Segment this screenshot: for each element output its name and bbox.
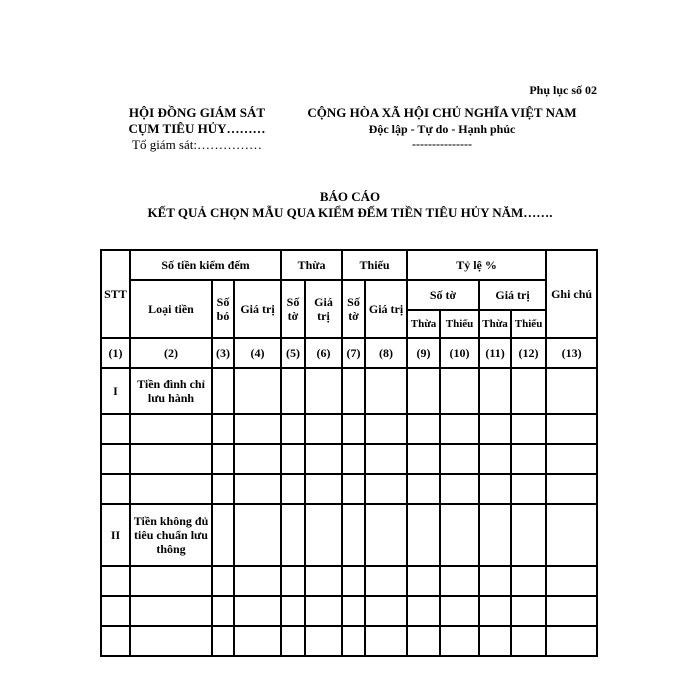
shortage-value-header: Giá trị bbox=[365, 280, 407, 338]
table-cell[interactable] bbox=[281, 368, 305, 414]
table-cell[interactable] bbox=[281, 504, 305, 566]
team-name: Tổ giám sát:…………… bbox=[132, 137, 262, 152]
table-cell[interactable] bbox=[305, 596, 342, 626]
table-cell[interactable] bbox=[440, 504, 479, 566]
table-cell[interactable] bbox=[407, 596, 440, 626]
ratio-value-shortage-header: Thiếu bbox=[511, 310, 546, 338]
ratio-value-surplus-header: Thừa bbox=[479, 310, 511, 338]
col-number: (4) bbox=[234, 338, 281, 368]
table-cell[interactable] bbox=[479, 626, 511, 656]
table-cell[interactable] bbox=[546, 474, 597, 504]
section-number: II bbox=[101, 504, 130, 566]
bundles-header: Số bó bbox=[212, 280, 234, 338]
table-row bbox=[101, 504, 597, 566]
table-cell[interactable] bbox=[101, 626, 130, 656]
council-name: HỘI ĐỒNG GIÁM SÁT bbox=[128, 105, 266, 120]
table-cell[interactable] bbox=[365, 596, 407, 626]
report-table bbox=[100, 249, 598, 657]
table-cell[interactable] bbox=[365, 444, 407, 474]
section-number: I bbox=[101, 368, 130, 414]
table-cell[interactable] bbox=[440, 414, 479, 444]
ratio-value-header: Giá trị bbox=[479, 280, 546, 310]
table-cell[interactable] bbox=[234, 444, 281, 474]
table-cell[interactable] bbox=[440, 596, 479, 626]
table-cell[interactable] bbox=[546, 596, 597, 626]
table-cell[interactable] bbox=[342, 596, 365, 626]
table-cell[interactable] bbox=[281, 566, 305, 596]
shortage-header: Thiếu bbox=[342, 250, 407, 280]
col-number: (12) bbox=[511, 338, 546, 368]
table-cell[interactable] bbox=[305, 444, 342, 474]
col-number: (8) bbox=[365, 338, 407, 368]
table-cell[interactable] bbox=[440, 368, 479, 414]
col-number: (9) bbox=[407, 338, 440, 368]
table-cell[interactable] bbox=[101, 596, 130, 626]
section-label: Tiền không đủ tiêu chuẩn lưu thông bbox=[130, 504, 212, 566]
table-cell[interactable] bbox=[101, 414, 130, 444]
table-cell[interactable] bbox=[440, 626, 479, 656]
table-cell[interactable] bbox=[281, 626, 305, 656]
shortage-notes-header: Số tờ bbox=[342, 280, 365, 338]
table-cell[interactable] bbox=[212, 626, 234, 656]
table-cell[interactable] bbox=[305, 368, 342, 414]
table-cell[interactable] bbox=[407, 414, 440, 444]
table-cell[interactable] bbox=[281, 596, 305, 626]
col-number: (1) bbox=[101, 338, 130, 368]
table-cell[interactable] bbox=[365, 566, 407, 596]
table-cell[interactable] bbox=[546, 414, 597, 444]
ratio-header: Tỷ lệ % bbox=[407, 250, 546, 280]
table-cell[interactable] bbox=[365, 474, 407, 504]
value-header: Giá trị bbox=[234, 280, 281, 338]
table-cell[interactable] bbox=[212, 566, 234, 596]
col-number: (13) bbox=[546, 338, 597, 368]
table-cell[interactable] bbox=[365, 626, 407, 656]
table-cell[interactable] bbox=[234, 626, 281, 656]
header-divider: --------------- bbox=[412, 137, 472, 151]
report-title-line2: KẾT QUẢ CHỌN MẪU QUA KIỂM ĐẾM TIỀN TIÊU HỦY NĂM……. bbox=[147, 205, 553, 220]
table-cell[interactable] bbox=[305, 504, 342, 566]
national-motto: Độc lập - Tự do - Hạnh phúc bbox=[368, 122, 516, 136]
table-cell[interactable] bbox=[440, 566, 479, 596]
col-number: (2) bbox=[130, 338, 212, 368]
table-cell[interactable] bbox=[407, 368, 440, 414]
table-cell[interactable] bbox=[130, 444, 212, 474]
table-cell[interactable] bbox=[546, 566, 597, 596]
table-cell[interactable] bbox=[479, 566, 511, 596]
note-header: Ghi chú bbox=[546, 250, 597, 338]
money-type-header: Loại tiền bbox=[130, 280, 212, 338]
surplus-value-header: Giá trị bbox=[305, 280, 342, 338]
table-cell[interactable] bbox=[342, 626, 365, 656]
table-cell[interactable] bbox=[407, 504, 440, 566]
table-cell[interactable] bbox=[342, 444, 365, 474]
table-cell[interactable] bbox=[101, 566, 130, 596]
cluster-name: CỤM TIÊU HỦY……… bbox=[128, 121, 266, 136]
table-cell[interactable] bbox=[281, 474, 305, 504]
table-cell[interactable] bbox=[305, 566, 342, 596]
table-cell[interactable] bbox=[511, 596, 546, 626]
table-cell[interactable] bbox=[546, 444, 597, 474]
table-cell[interactable] bbox=[130, 566, 212, 596]
table-row bbox=[101, 596, 597, 626]
appendix-label: Phụ lục số 02 bbox=[529, 83, 597, 97]
table-row bbox=[101, 368, 597, 414]
table-cell[interactable] bbox=[407, 474, 440, 504]
table-cell[interactable] bbox=[511, 626, 546, 656]
header-row-1 bbox=[101, 250, 597, 280]
table-cell[interactable] bbox=[130, 596, 212, 626]
table-cell[interactable] bbox=[234, 474, 281, 504]
col-number: (3) bbox=[212, 338, 234, 368]
col-number: (6) bbox=[305, 338, 342, 368]
ratio-notes-surplus-header: Thừa bbox=[407, 310, 440, 338]
table-cell[interactable] bbox=[305, 414, 342, 444]
table-cell[interactable] bbox=[234, 504, 281, 566]
col-number: (7) bbox=[342, 338, 365, 368]
table-cell[interactable] bbox=[546, 368, 597, 414]
table-cell[interactable] bbox=[234, 566, 281, 596]
table-cell[interactable] bbox=[234, 414, 281, 444]
table-cell[interactable] bbox=[101, 444, 130, 474]
table-cell[interactable] bbox=[342, 474, 365, 504]
table-cell[interactable] bbox=[511, 444, 546, 474]
table-cell[interactable] bbox=[479, 504, 511, 566]
table-cell[interactable] bbox=[440, 474, 479, 504]
table-cell[interactable] bbox=[130, 414, 212, 444]
table-cell[interactable] bbox=[407, 444, 440, 474]
table-row bbox=[101, 474, 597, 504]
table-row bbox=[101, 414, 597, 444]
table-cell[interactable] bbox=[305, 474, 342, 504]
table-cell[interactable] bbox=[546, 626, 597, 656]
col-number: (10) bbox=[440, 338, 479, 368]
table-row bbox=[101, 626, 597, 656]
table-cell[interactable] bbox=[479, 414, 511, 444]
table-cell[interactable] bbox=[212, 474, 234, 504]
table-cell[interactable] bbox=[407, 566, 440, 596]
table-cell[interactable] bbox=[281, 444, 305, 474]
table-cell[interactable] bbox=[511, 566, 546, 596]
stt-header: STT bbox=[101, 250, 130, 338]
national-header bbox=[292, 105, 592, 151]
table-cell[interactable] bbox=[130, 626, 212, 656]
table-cell[interactable] bbox=[342, 368, 365, 414]
table-cell[interactable] bbox=[342, 566, 365, 596]
header-row-2 bbox=[101, 280, 597, 310]
ratio-notes-header: Số tờ bbox=[407, 280, 479, 310]
table-cell[interactable] bbox=[281, 414, 305, 444]
report-title-line1: BÁO CÁO bbox=[319, 189, 381, 204]
table-cell[interactable] bbox=[212, 368, 234, 414]
counted-money-header: Số tiền kiểm đếm bbox=[130, 250, 281, 280]
column-number-row bbox=[101, 338, 597, 368]
section-label: Tiền đình chỉ lưu hành bbox=[130, 368, 212, 414]
ratio-notes-shortage-header: Thiếu bbox=[440, 310, 479, 338]
country-name: CỘNG HÒA XÃ HỘI CHỦ NGHĨA VIỆT NAM bbox=[307, 105, 577, 120]
table-cell[interactable] bbox=[546, 504, 597, 566]
table-cell[interactable] bbox=[212, 444, 234, 474]
table-cell[interactable] bbox=[479, 474, 511, 504]
table-cell[interactable] bbox=[212, 596, 234, 626]
table-cell[interactable] bbox=[365, 504, 407, 566]
table-cell[interactable] bbox=[479, 444, 511, 474]
surplus-header: Thừa bbox=[281, 250, 342, 280]
table-cell[interactable] bbox=[305, 626, 342, 656]
table-row bbox=[101, 444, 597, 474]
col-number: (5) bbox=[281, 338, 305, 368]
table-cell[interactable] bbox=[212, 414, 234, 444]
table-cell[interactable] bbox=[234, 596, 281, 626]
table-cell[interactable] bbox=[365, 368, 407, 414]
table-cell[interactable] bbox=[101, 474, 130, 504]
table-cell[interactable] bbox=[479, 596, 511, 626]
table-cell[interactable] bbox=[234, 368, 281, 414]
issuing-body bbox=[112, 105, 282, 153]
surplus-notes-header: Số tờ bbox=[281, 280, 305, 338]
col-number: (11) bbox=[479, 338, 511, 368]
table-cell[interactable] bbox=[407, 626, 440, 656]
table-cell[interactable] bbox=[130, 474, 212, 504]
table-cell[interactable] bbox=[365, 414, 407, 444]
table-cell[interactable] bbox=[511, 504, 546, 566]
table-cell[interactable] bbox=[511, 368, 546, 414]
table-cell[interactable] bbox=[342, 414, 365, 444]
report-title bbox=[100, 189, 600, 221]
table-cell[interactable] bbox=[342, 504, 365, 566]
table-cell[interactable] bbox=[511, 474, 546, 504]
table-cell[interactable] bbox=[440, 444, 479, 474]
table-cell[interactable] bbox=[479, 368, 511, 414]
table-cell[interactable] bbox=[212, 504, 234, 566]
table-row bbox=[101, 566, 597, 596]
table-cell[interactable] bbox=[511, 414, 546, 444]
